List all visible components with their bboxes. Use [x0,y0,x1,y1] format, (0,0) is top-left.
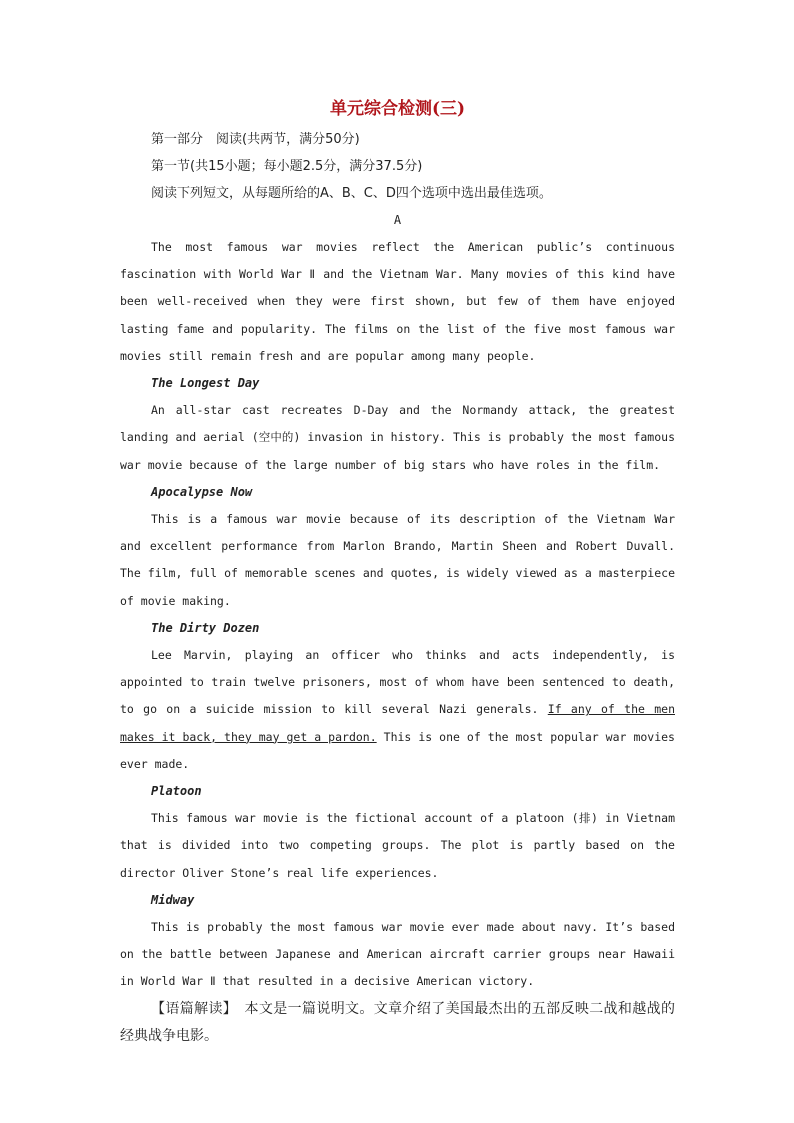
movie-text-apocalypse-now: This is a famous war movie because of its description of the Vietnam War and excellent performance from Marlon Brando, Martin Sheen and Robert Duvall. The film, full of memorable scenes and quotes, is widely viewed as a masterpiece of movie making. [120,512,675,608]
dirty-dozen-text-part2: This is one of the most popular war movies ever made. [120,729,675,771]
section-heading: 第一节(共15小题；每小题2.5分，满分37.5分) [151,159,423,174]
analysis-text: 本文是一篇说明文。文章介绍了美国最杰出的五部反映二战和越战的经典战争电影。 [120,1000,676,1044]
movie-title-midway: Midway [151,892,195,907]
movie-title-apocalypse-now: Apocalypse Now [151,484,253,499]
movie-text-longest-day: An all-star cast recreates D-Day and the Normandy attack, the greatest landing and aerial (空中的) invasion in history. This is probably the most famous war movie because of the large number of big stars who have roles in the film. [120,403,675,472]
underlined-sentence: If any of the men makes it back, they may get a pardon. [120,702,675,744]
movie-title-dirty-dozen: The Dirty Dozen [151,620,260,635]
passage-intro: The most famous war movies reflect the American public’s continuous fascination with World War Ⅱ and the Vietnam War. Many movies of this kind have been well-received when they were first shown, but few of them have enjoyed lasting fame and popularity. The films on the list of the five most famous war movies still remain fresh and are popular among many people. [120,240,675,363]
movie-title-longest-day: The Longest Day [151,376,260,391]
page-title: 单元综合检测(三) [329,99,466,119]
dirty-dozen-text-part1: Lee Marvin, playing an officer who thinks and acts independently, is appointed to train twelve prisoners, most of whom have been sentenced to death, to go on a suicide mission to kill several Nazi generals. [120,648,675,717]
movie-text-midway: This is probably the most famous war movie ever made about navy. It’s based on the battle between Japanese and American aircraft carrier groups near Hawaii in World War Ⅱ that resulted in a decisive American victory. [120,920,675,989]
passage-letter: A [393,213,402,227]
part-heading: 第一部分 阅读(共两节，满分50分) [151,132,360,147]
passage-analysis [120,996,675,1050]
document-page [120,96,675,1050]
movie-text-dirty-dozen [120,642,675,778]
instruction-text: 阅读下列短文，从每题所给的A、B、C、D四个选项中选出最佳选项。 [151,186,552,201]
movie-title-platoon: Platoon [151,784,202,799]
analysis-label: 【语篇解读】 [151,1000,231,1017]
movie-text-platoon: This famous war movie is the fictional account of a platoon (排) in Vietnam that is divided into two competing groups. The plot is partly based on the director Oliver Stone’s real life experiences. [120,811,675,880]
